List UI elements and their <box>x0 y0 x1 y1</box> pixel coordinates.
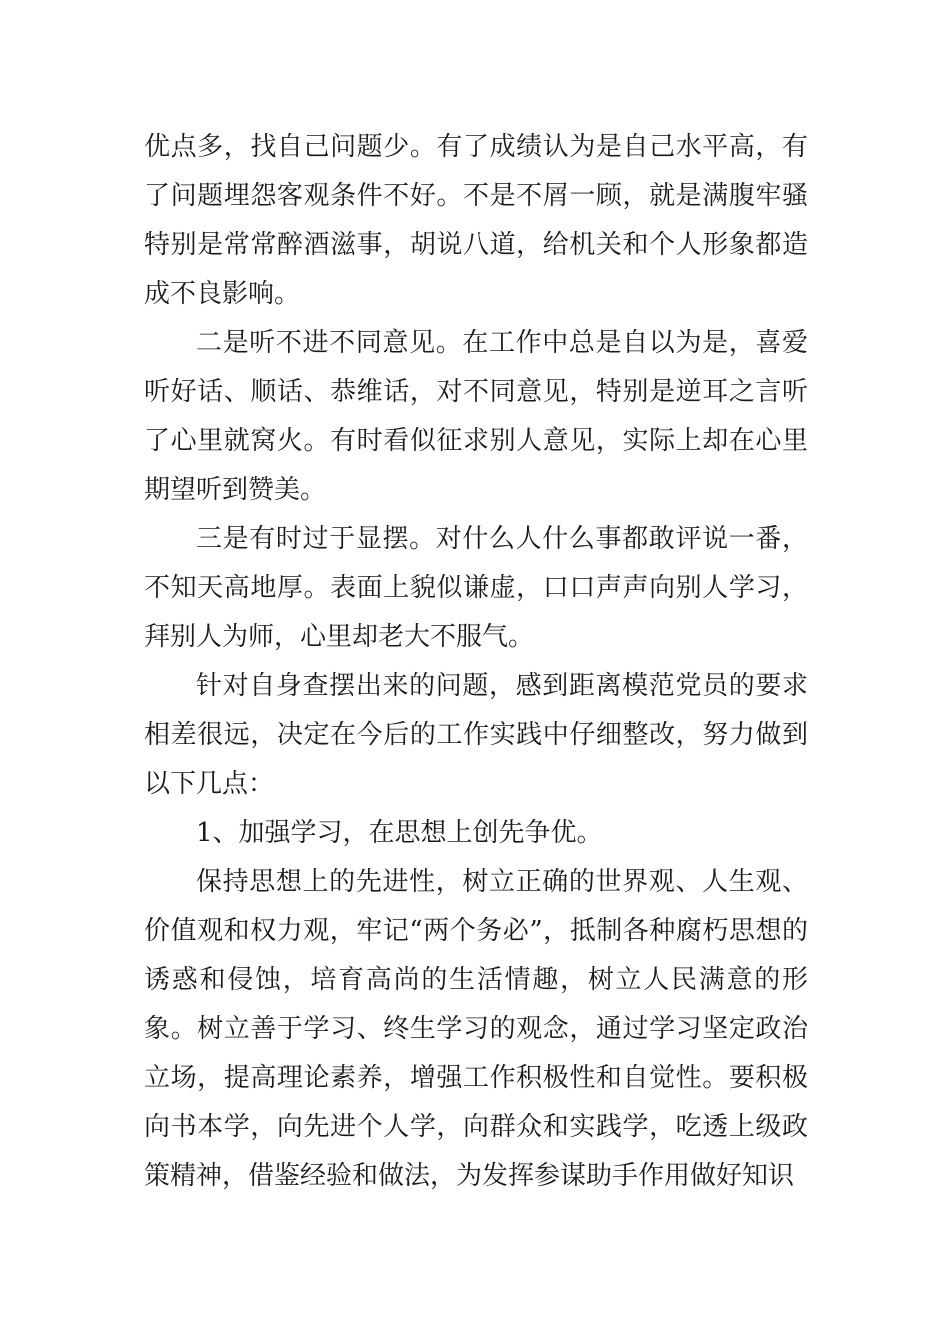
paragraph-1: 优点多，找自己问题少。有了成绩认为是自己水平高，有了问题埋怨客观条件不好。不是不屑一顾，就是满腹牢骚特别是常常醉酒滋事，胡说八道，给机关和个人形象都造成不良影响。 <box>144 132 808 309</box>
paragraph-4: 针对自身查摆出来的问题，感到距离模范党员的要求相差很远，决定在今后的工作实践中仔细整改，努力做到以下几点： <box>144 671 808 799</box>
paragraph-3: 三是有时过于显摆。对什么人什么事都敢评说一番，不知天高地厚。表面上貌似谦虚，口口声声向别人学习，拜别人为师，心里却老大不服气。 <box>144 524 808 652</box>
paragraph-2: 二是听不进不同意见。在工作中总是自以为是，喜爱听好话、顺话、恭维话，对不同意见，特别是逆耳之言听了心里就窝火。有时看似征求别人意见，实际上却在心里期望听到赞美。 <box>144 328 808 505</box>
paragraph-6: 保持思想上的先进性，树立正确的世界观、人生观、价值观和权力观，牢记“两个务必”，抵制各种腐朽思想的诱惑和侵蚀，培育高尚的生活情趣，树立人民满意的形象。树立善于学习、终生学习的观念，通过学习坚定政治立场，提高理论素养，增强工作积极性和自觉性。要积极向书本学，向先进个人学，向群众和实践学，吃透上级政策精神，借鉴经验和做法，为发挥参谋助手作用做好知识 <box>144 867 808 1191</box>
paragraph-5: 1、加强学习，在思想上创先争优。 <box>196 818 603 848</box>
document-page <box>144 123 808 1201</box>
